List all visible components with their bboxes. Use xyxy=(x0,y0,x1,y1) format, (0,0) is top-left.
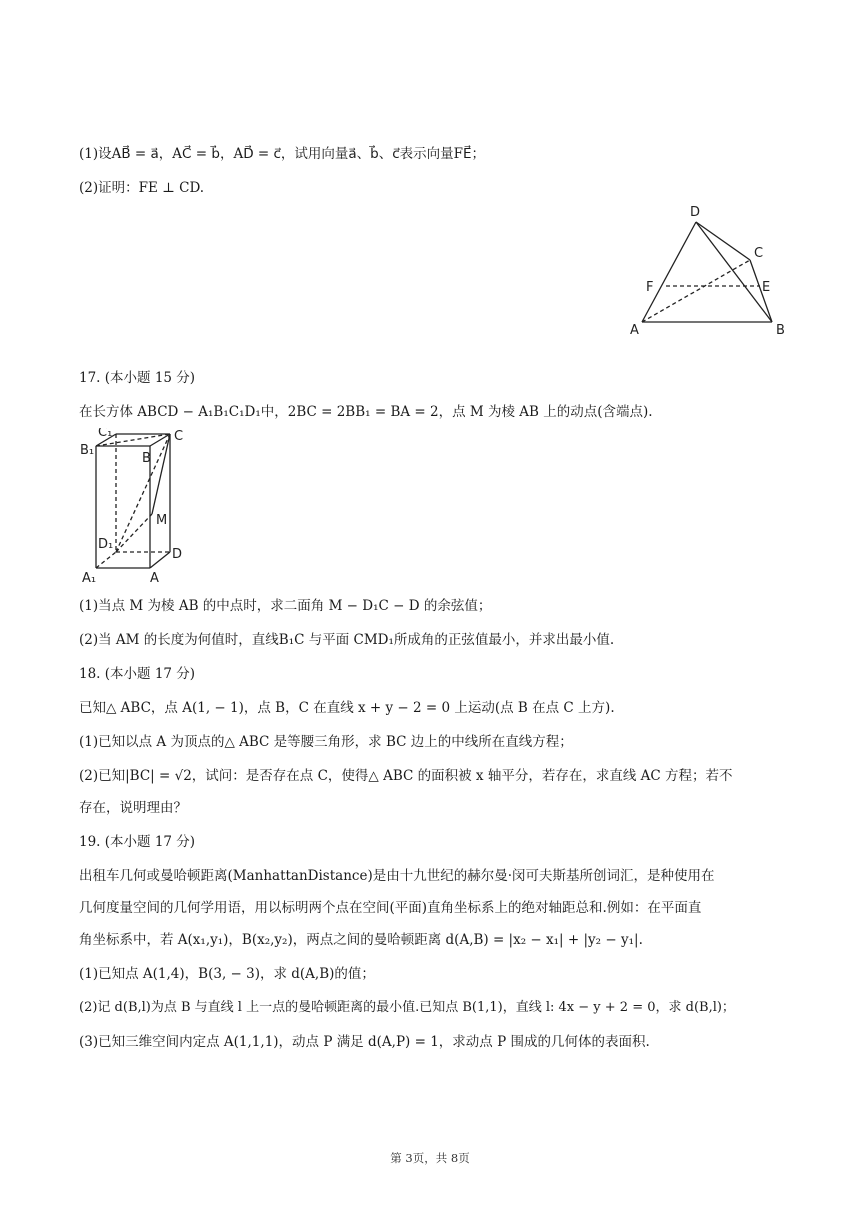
label-B: B xyxy=(776,323,785,338)
tetrahedron-figure xyxy=(620,200,800,340)
label-M: M xyxy=(156,513,168,528)
q17-part1: (1)当点 M 为棱 AB 的中点时，求二面角 M − D₁C − D 的余弦值； xyxy=(79,598,492,614)
label-C: C xyxy=(754,246,764,261)
label-D: D xyxy=(172,547,183,562)
q18-part2-line2: 存在，说明理由？ xyxy=(79,800,187,816)
q17-header: 17. (本小题 15 分) xyxy=(79,370,196,386)
q19-stem-line3: 角坐标系中，若 A(x₁,y₁)，B(x₂,y₂)，两点之间的曼哈顿距离 d(A,B) = |x₂ − x₁| + |y₂ − y₁|. xyxy=(79,932,643,948)
label-C: C xyxy=(174,429,184,444)
page-footer: 第 3页，共 8页 xyxy=(390,1151,470,1165)
q18-stem: 已知△ ABC，点 A(1, − 1)，点 B，C 在直线 x + y − 2 = 0 上运动(点 B 在点 C 上方). xyxy=(79,700,615,716)
edge-DC xyxy=(696,222,750,260)
label-B1: B₁ xyxy=(80,443,95,458)
label-F: F xyxy=(646,280,654,295)
label-B: B xyxy=(142,451,151,466)
label-C1: C₁ xyxy=(98,428,113,440)
label-A: A xyxy=(630,323,639,338)
q18-header: 18. (本小题 17 分) xyxy=(79,666,196,682)
q16-part1: (1)设AB⃗ = a⃗，AC⃗ = b⃗，AD⃗ = c⃗，试用向量a⃗、b⃗、c⃗表示向量FE⃗； xyxy=(79,146,486,162)
label-D1: D₁ xyxy=(98,537,114,552)
q19-header: 19. (本小题 17 分) xyxy=(79,834,196,850)
q19-stem-line2: 几何度量空间的几何学用语，用以标明两个点在空间(平面)直角坐标系上的绝对轴距总和.例如：在平面直 xyxy=(79,900,702,916)
label-D: D xyxy=(690,205,701,220)
q19-part3: (3)已知三维空间内定点 A(1,1,1)，动点 P 满足 d(A,P) = 1，求动点 P 围成的几何体的表面积. xyxy=(79,1034,650,1050)
label-E: E xyxy=(762,280,771,295)
q18-part1: (1)已知以点 A 为顶点的△ ABC 是等腰三角形，求 BC 边上的中线所在直线方程； xyxy=(79,734,573,750)
q18-part2-line1: (2)已知|BC| = √2，试问：是否存在点 C，使得△ ABC 的面积被 x 轴平分，若存在，求直线 AC 方程；若不 xyxy=(79,768,733,784)
q16-part2: (2)证明：FE ⊥ CD. xyxy=(79,180,205,196)
label-A: A xyxy=(150,571,159,586)
cuboid-figure xyxy=(76,428,206,588)
q19-part2: (2)记 d(B,l)为点 B 与直线 l 上一点的曼哈顿距离的最小值.已知点 B(1,1)，直线 l: 4x − y + 2 = 0，求 d(B,l)； xyxy=(79,1000,735,1015)
q19-part1: (1)已知点 A(1,4)，B(3, − 3)，求 d(A,B)的值； xyxy=(79,966,375,982)
edge-DB xyxy=(696,222,772,322)
label-A1: A₁ xyxy=(82,571,97,586)
q19-stem-line1: 出租车几何或曼哈顿距离(ManhattanDistance)是由十九世纪的赫尔曼·闵可夫斯基所创词汇，是种使用在 xyxy=(79,868,715,884)
q17-stem: 在长方体 ABCD − A₁B₁C₁D₁中，2BC = 2BB₁ = BA = 2，点 M 为棱 AB 上的动点(含端点). xyxy=(79,404,653,420)
q17-part2: (2)当 AM 的长度为何值时，直线B₁C 与平面 CMD₁所成角的正弦值最小，并求出最小值. xyxy=(79,632,615,648)
